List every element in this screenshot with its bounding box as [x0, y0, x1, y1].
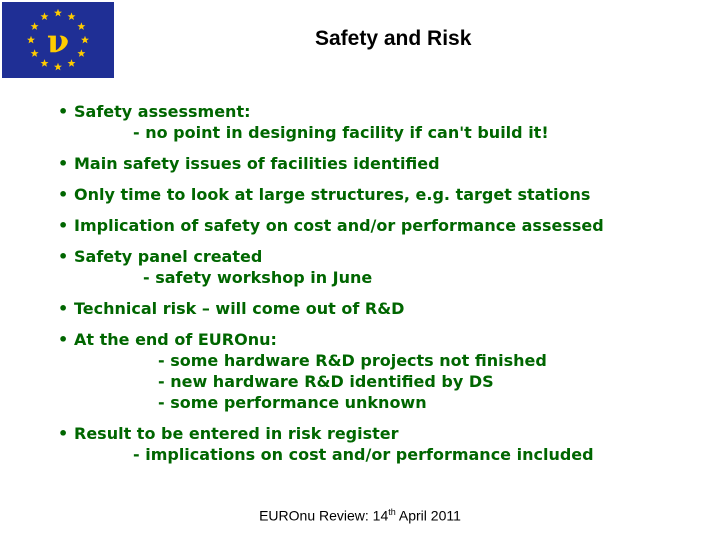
- bullet-item-technical-risk: [58, 298, 710, 319]
- bullet-text: Technical risk – will come out of R&D: [74, 299, 405, 318]
- star-icon: [77, 49, 85, 57]
- bullet-text: Safety assessment:: [74, 102, 251, 121]
- bullet-text: At the end of EUROnu:: [74, 330, 277, 349]
- sub-bullet-text: - some hardware R&D projects not finished: [158, 351, 547, 370]
- nu-symbol: ν: [46, 22, 70, 60]
- bullet-text: Main safety issues of facilities identified: [74, 154, 440, 173]
- bullet-icon: •: [58, 330, 69, 349]
- euronu-logo: [2, 2, 114, 78]
- bullet-item-main-safety-issues: [58, 153, 710, 174]
- star-icon: [54, 9, 62, 17]
- bullet-icon: •: [58, 185, 69, 204]
- footer-suffix: April 2011: [395, 507, 461, 524]
- star-icon: [27, 36, 35, 44]
- bullet-item-safety-assessment: [58, 101, 710, 143]
- bullet-item-risk-register: [58, 423, 710, 465]
- star-icon: [31, 22, 39, 30]
- slide-footer: [0, 507, 720, 524]
- bullet-item-safety-panel: [58, 246, 710, 288]
- footer-prefix: EUROnu Review: 14: [259, 507, 389, 524]
- bullet-icon: •: [58, 247, 69, 266]
- bullet-text: Safety panel created: [74, 247, 263, 266]
- bullet-list: [58, 101, 710, 465]
- bullet-item-large-structures: [58, 184, 710, 205]
- bullet-icon: •: [58, 154, 69, 173]
- sub-bullet-text: - implications on cost and/or performance included: [133, 445, 594, 464]
- star-icon: [41, 12, 49, 20]
- bullet-icon: •: [58, 102, 69, 121]
- star-icon: [41, 59, 49, 67]
- sub-bullet-text: - some performance unknown: [158, 393, 427, 412]
- bullet-text: Only time to look at large structures, e.g. target stations: [74, 185, 591, 204]
- bullet-icon: •: [58, 424, 69, 443]
- star-icon: [81, 36, 89, 44]
- sub-bullet-text: - new hardware R&D identified by DS: [158, 372, 494, 391]
- star-icon: [68, 12, 76, 20]
- sub-bullet-text: - safety workshop in June: [143, 268, 373, 287]
- star-icon: [31, 49, 39, 57]
- bullet-item-implication-of-safety: [58, 215, 710, 236]
- bullet-item-end-of-euronu: [58, 329, 710, 413]
- bullet-icon: •: [58, 299, 69, 318]
- star-icon: [77, 22, 85, 30]
- star-icon: [68, 59, 76, 67]
- footer-superscript: th: [388, 507, 396, 517]
- bullet-text: Result to be entered in risk register: [74, 424, 399, 443]
- slide-title: Safety and Risk: [315, 27, 472, 50]
- sub-bullet-text: - no point in designing facility if can't build it!: [133, 123, 549, 142]
- bullet-text: Implication of safety on cost and/or performance assessed: [74, 216, 604, 235]
- star-icon: [54, 63, 62, 71]
- eu-flag-icon: [2, 2, 114, 78]
- bullet-icon: •: [58, 216, 69, 235]
